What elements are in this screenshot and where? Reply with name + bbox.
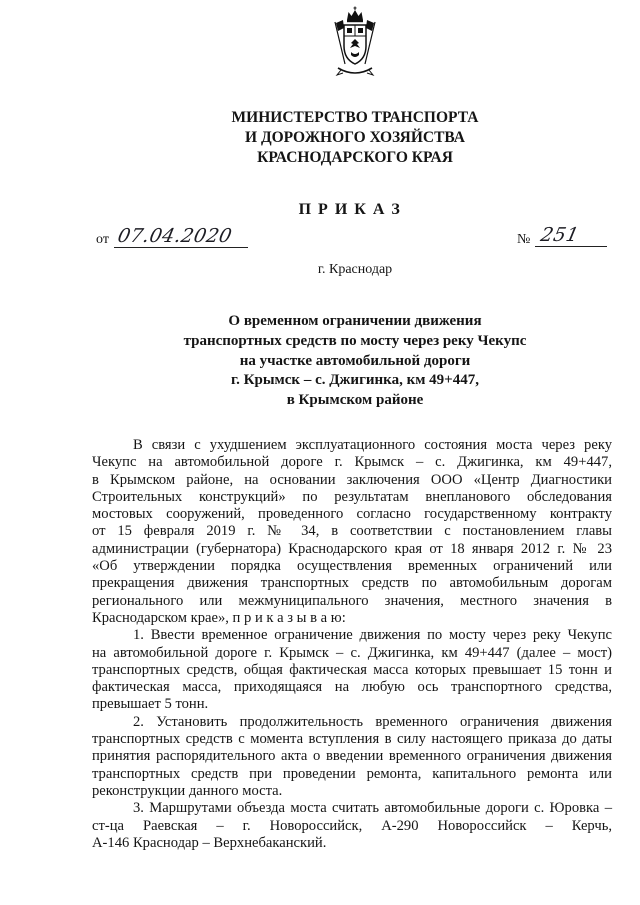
body-line: в Крымском районе, на основании заключения ООО «Центр Диагностики xyxy=(92,471,612,488)
handwritten-date: 07.04.2020 xyxy=(115,225,235,247)
item-1-line: на автомобильной дороге г. Крымск – с. Джигинка, км 49+447 (далее – мост) xyxy=(92,644,612,661)
body-line: прекращения движения транспортных средств по автомобильным дорогам xyxy=(92,575,612,592)
body-line: Чекупс на автомобильной дороге г. Крымск – с. Джигинка, км 49+447, xyxy=(92,454,612,471)
body-line: администрации (губернатора) Краснодарского края от 18 января 2012 г. № 23 xyxy=(92,540,612,557)
item-3-line: ст-ца Раевская – г. Новороссийск, А-290 Новороссийск – Керчь, xyxy=(92,817,612,834)
order-body xyxy=(92,437,612,852)
date-label: от xyxy=(96,232,109,247)
ministry-header-line: КРАСНОДАРСКОГО КРАЯ xyxy=(257,149,453,166)
body-line: регионального или межмуниципального значения, местного значения в xyxy=(92,592,612,609)
city-name: г. Краснодар xyxy=(317,262,393,277)
body-line: от 15 февраля 2019 г. № 34, в соответствии с постановлением главы xyxy=(92,523,612,540)
body-line: В связи с ухудшением эксплуатационного состояния моста через реку xyxy=(133,437,612,453)
item-2-line: реконструкции данного моста. xyxy=(92,782,283,799)
item-2-line: транспортных средств при проведении ремонта, капитального ремонта или xyxy=(92,765,612,782)
number-underline xyxy=(535,246,607,247)
item-1-line: превышает 5 тонн. xyxy=(92,696,209,713)
title-line: г. Крымск – с. Джигинка, км 49+447, xyxy=(231,372,479,389)
title-line: транспортных средств по мосту через реку Чекупс xyxy=(183,332,527,349)
number-label: № xyxy=(517,232,531,247)
body-line: «Об утверждении порядка осуществления временных ограничений или xyxy=(92,558,612,575)
order-title xyxy=(145,312,565,411)
item-2-line: транспортных средств с момента вступления в силу настоящего приказа до даты xyxy=(92,731,612,748)
date-underline xyxy=(114,247,248,248)
handwritten-number: 251 xyxy=(538,224,582,246)
body-line: мостовых сооружений, проведенного согласно государственному контракту xyxy=(92,506,612,523)
item-1-line: транспортных средств, общая фактическая масса которых превышает 15 тонн и xyxy=(92,661,612,678)
title-line: на участке автомобильной дороги xyxy=(239,352,471,369)
coat-of-arms-icon xyxy=(331,6,379,80)
item-2-line: 2. Установить продолжительность временного ограничения движения xyxy=(133,713,612,730)
body-line: Краснодарском крае», п р и к а з ы в а ю: xyxy=(92,609,346,626)
item-2-line: принятия распорядительного акта о введении временного ограничения движения xyxy=(92,748,612,765)
title-line: О временном ограничении движения xyxy=(228,313,482,329)
ministry-header-line: И ДОРОЖНОГО ХОЗЯЙСТВА xyxy=(245,129,465,146)
document-type: П Р И К А З xyxy=(298,201,402,218)
ministry-header-line: МИНИСТЕРСТВО ТРАНСПОРТА xyxy=(231,109,479,126)
item-1-line: фактическая масса, приходящаяся на любую ось транспортного средства, xyxy=(92,679,612,696)
item-1-line: 1. Ввести временное ограничение движения по мосту через реку Чекупс xyxy=(133,627,612,644)
item-3-line: 3. Маршрутами объезда моста считать автомобильные дороги с. Юровка – xyxy=(133,800,612,817)
item-3-line: А-146 Краснодар – Верхнебаканский. xyxy=(92,834,327,851)
ministry-header xyxy=(200,108,510,168)
title-line: в Крымском районе xyxy=(286,392,424,409)
body-line: Строительных конструкций» по результатам внепланового обследования xyxy=(92,488,612,505)
